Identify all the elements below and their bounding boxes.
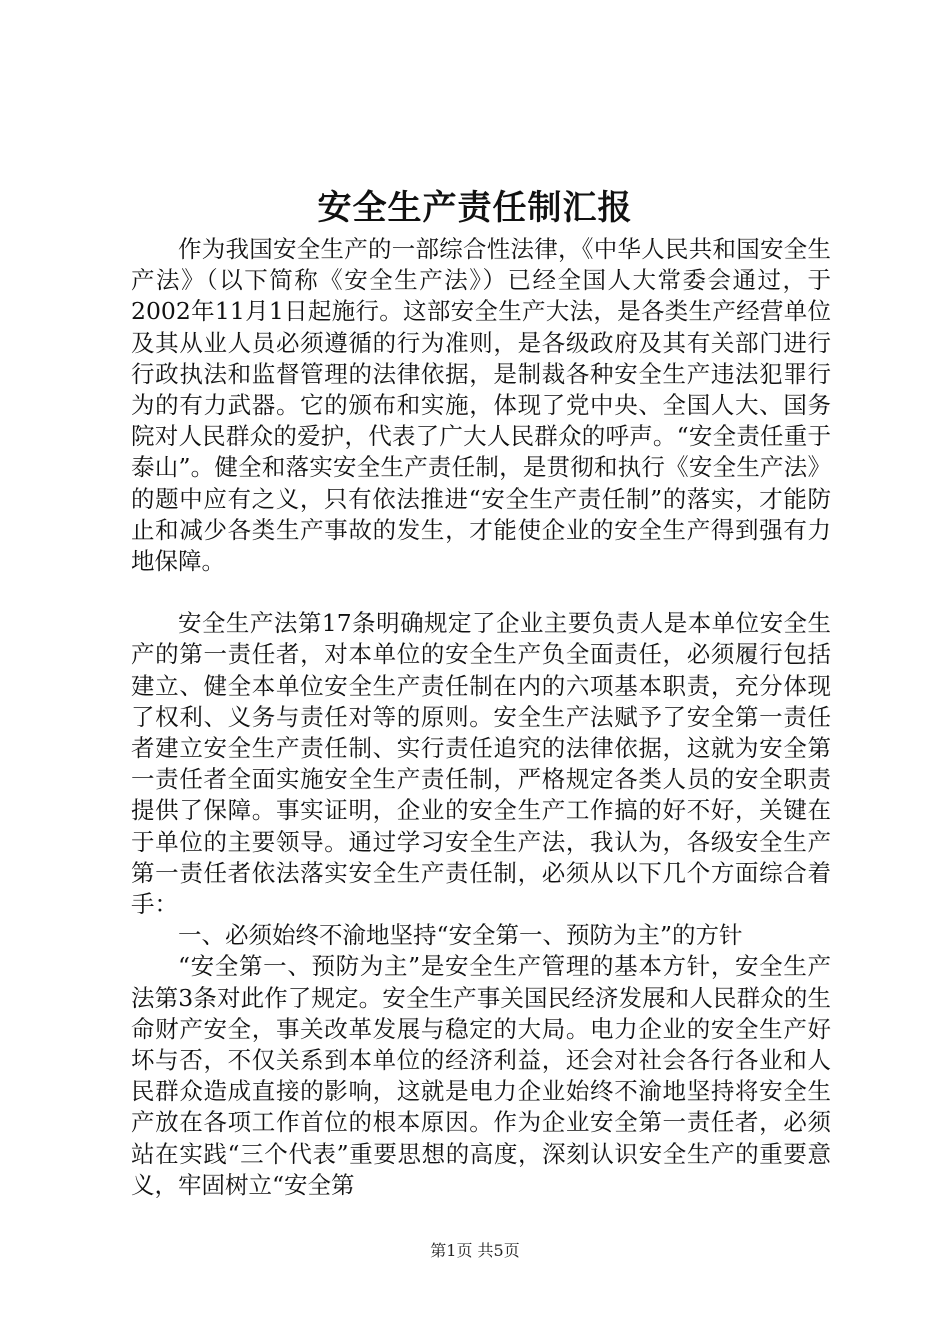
document-body [131,234,831,1201]
paragraph-intro: 作为我国安全生产的一部综合性法律，《中华人民共和国安全生产法》（以下简称《安全生产法》）已经全国人大常委会通过，于2002年11月1日起施行。这部安全生产大法，是各类生产经营单位及其从业人员必须遵循的行为准则，是各级政府及其有关部门进行行政执法和监督管理的法律依据，是制裁各种安全生产违法犯罪行为的有力武器。它的颁布和实施，体现了党中央、全国人大、国务院对人民群众的爱护，代表了广大人民群众的呼声。“安全责任重于泰山”。健全和落实安全生产责任制，是贯彻和执行《安全生产法》的题中应有之义，只有依法推进“安全生产责任制”的落实，才能防止和减少各类生产事故的发生，才能使企业的安全生产得到强有力地保障。 [131,235,831,576]
page-footer: 第1页 共5页 [430,1241,520,1260]
paragraph-article-17: 安全生产法第17条明确规定了企业主要负责人是本单位安全生产的第一责任者，对本单位的安全生产负全面责任，必须履行包括建立、健全本单位安全生产责任制在内的六项基本职责，充分体现了权利、义务与责任对等的原则。安全生产法赋予了安全第一责任者建立安全生产责任制、实行责任追究的法律依据，这就为安全第一责任者全面实施安全生产责任制，严格规定各类人员的安全职责提供了保障。事实证明，企业的安全生产工作搞的好不好，关键在于单位的主要领导。通过学习安全生产法，我认为，各级安全生产第一责任者依法落实安全生产责任制，必须从以下几个方面综合着手： [131,609,831,919]
paragraph-safety-first: “安全第一、预防为主”是安全生产管理的基本方针，安全生产法第3条对此作了规定。安全生产事关国民经济发展和人民群众的生命财产安全，事关改革发展与稳定的大局。电力企业的安全生产好坏与否，不仅关系到本单位的经济利益，还会对社会各行各业和人民群众造成直接的影响，这就是电力企业始终不渝地坚持将安全生产放在各项工作首位的根本原因。作为企业安全第一责任者，必须站在实践“三个代表”重要思想的高度，深刻认识安全生产的重要意义，牢固树立“安全第 [131,952,831,1199]
document-title: 安全生产责任制汇报 [317,188,633,228]
section-heading-1: 一、必须始终不渝地坚持“安全第一、预防为主”的方针 [178,921,743,950]
